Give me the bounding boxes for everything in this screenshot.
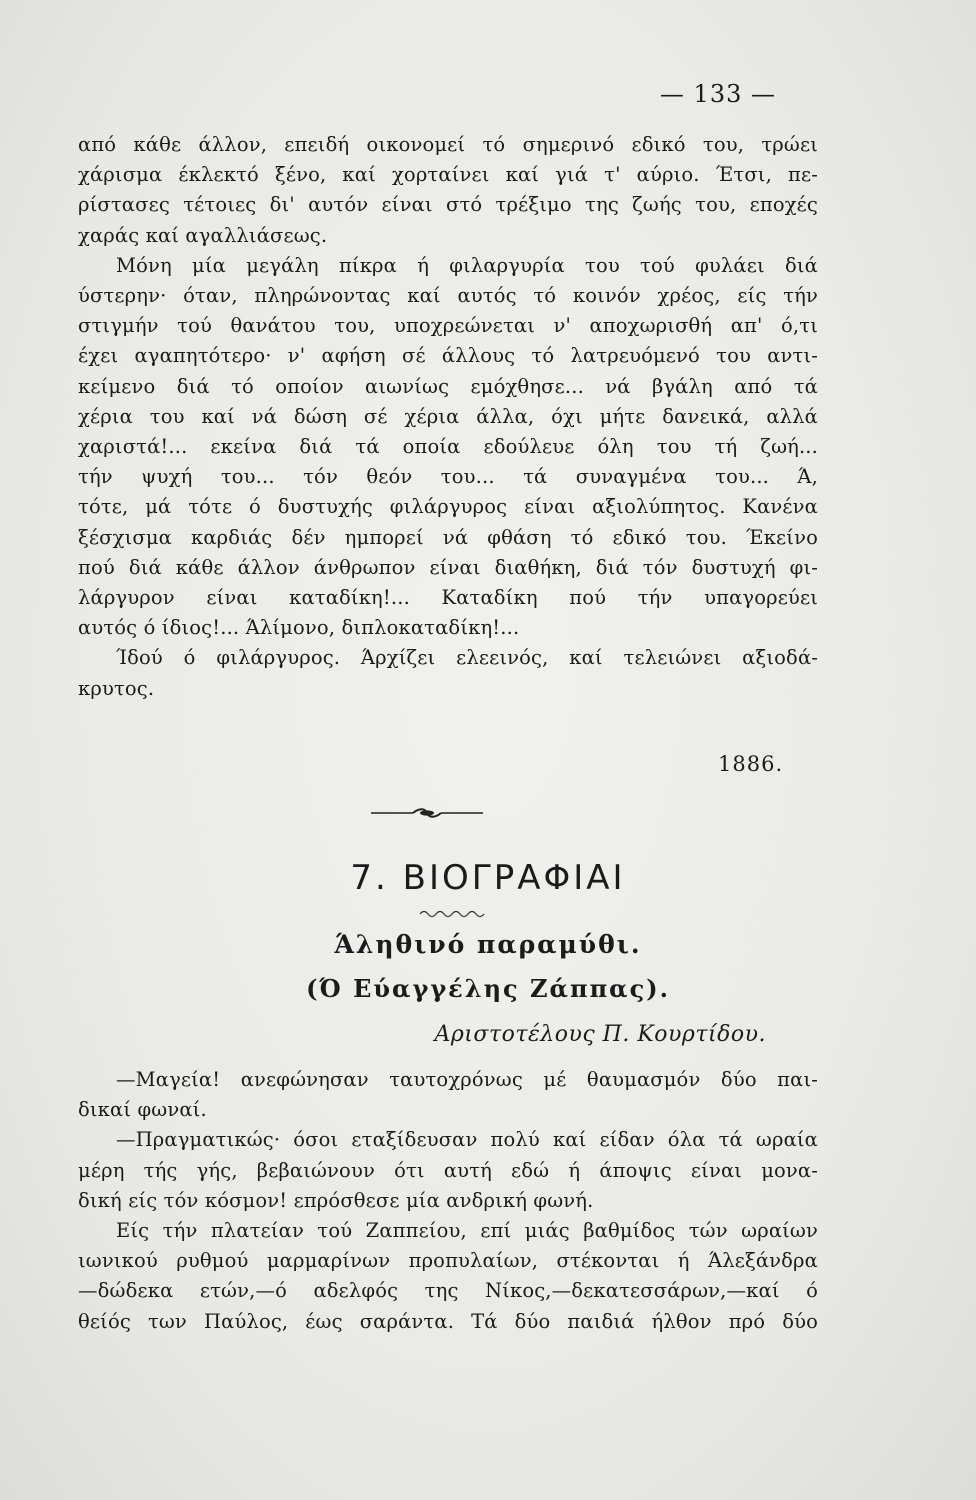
text-line: έχει αγαπητότερο· ν' αφήση σέ άλλους τό λατρευόμενό του αντι- <box>78 344 818 368</box>
text-line: χαριστά!... εκείνα διά τά οποία εδούλευε όλη του τή ζωή... <box>78 435 818 459</box>
text-line: λάργυρον είναι καταδίκη!... Καταδίκη πού τήν υπαγορεύει <box>78 586 818 610</box>
text-line: ρίστασες τέτοιες δι' αυτόν είναι στό τρέξιμο της ζωής του, εποχές <box>78 193 818 217</box>
text-line: θείός των Παύλος, έως σαράντα. Τά δύο παιδιά ήλθον πρό δύο <box>78 1309 818 1333</box>
text-line: μέρη τής γής, βεβαιώνουν ότι αυτή εδώ ή άποψις είναι μονα- <box>78 1158 818 1182</box>
text-line: από κάθε άλλον, επειδή οικονομεί τό σημερινό εδικό του, τρώει <box>78 133 818 156</box>
story-author: Αριστοτέλους Π. Κουρτίδου. <box>434 1022 766 1047</box>
squiggle-divider-icon <box>418 908 488 920</box>
section-title: 7. ΒΙΟΓΡΑΦΙΑΙ <box>350 858 626 898</box>
text-line: πού διά κάθε άλλον άνθρωπον είναι διαθήκη, διά τόν δυστυχή φι- <box>78 555 818 579</box>
essay-ending <box>78 130 818 704</box>
story-subtitle: (Ό Εύαγγέλης Ζάππας). <box>306 974 670 1003</box>
story-text <box>78 1065 818 1337</box>
text-line: τήν ψυχή του... τόν θεόν του... τά συναγμένα του... Ά, <box>78 465 818 489</box>
story-title: Άληθινό παραμύθι. <box>334 930 642 959</box>
text-line: κείμενο διά τό οποίον αιωνίως εμόχθησε... νά βγάλη από τά <box>78 374 818 398</box>
text-line: χαράς καί αγαλλιάσεως. <box>78 223 328 247</box>
text-line: —Μαγεία! ανεφώνησαν ταυτοχρόνως μέ θαυμασμόν δύο παι- <box>116 1068 818 1091</box>
text-line: αυτός ό ίδιος!... Άλίμονο, διπλοκαταδίκη!... <box>78 616 520 640</box>
page-number: — 133 — <box>659 80 776 108</box>
text-line: δικαί φωναί. <box>78 1098 207 1122</box>
text-line: στιγμήν τού θανάτου του, υποχρεώνεται ν' αποχωρισθή απ' ό,τι <box>78 314 818 338</box>
text-line: κρυτος. <box>78 676 155 700</box>
text-line: τότε, μά τότε ό δυστυχής φιλάργυρος είναι αξιολύπητος. Κανένα <box>78 495 818 519</box>
text-line: Ίδού ό φιλάργυρος. Άρχίζει ελεεινός, καί τελειώνει αξιοδά- <box>116 646 818 670</box>
text-line: ιωνικού ρυθμού μαρμαρίνων προπυλαίων, στέκονται ή Άλεξάνδρα <box>78 1249 818 1273</box>
text-line: Είς τήν πλατείαν τού Ζαππείου, επί μιάς βαθμίδος τών ωραίων <box>116 1219 818 1243</box>
essay-date: 1886. <box>718 752 784 776</box>
text-line: —Πραγματικώς· όσοι εταξίδευσαν πολύ καί είδαν όλα τά ωραία <box>116 1128 818 1152</box>
text-line: δική είς τόν κόσμον! επρόσθεσε μία ανδρική φωνή. <box>78 1188 594 1212</box>
text-line: Μόνη μία μεγάλη πίκρα ή φιλαργυρία του τού φυλάει διά <box>116 253 818 277</box>
text-line: ξέσχισμα καρδιάς δέν ημπορεί νά φθάση τό εδικό του. Έκείνο <box>78 525 818 549</box>
text-line: χάρισμα έκλεκτό ξένο, καί χορταίνει καί γιά τ' αύριο. Έτσι, πε- <box>78 163 818 187</box>
text-line: ύστερην· όταν, πληρώνοντας καί αυτός τό κοινόν χρέος, είς τήν <box>78 284 818 308</box>
divider-ornament-icon <box>367 806 487 820</box>
text-line: —δώδεκα ετών,—ό αδελφός της Νίκος,—δεκατεσσάρων,—καί ό <box>78 1279 818 1303</box>
text-line: χέρια του καί νά δώση σέ χέρια άλλα, όχι μήτε δανεικά, αλλά <box>78 404 818 428</box>
